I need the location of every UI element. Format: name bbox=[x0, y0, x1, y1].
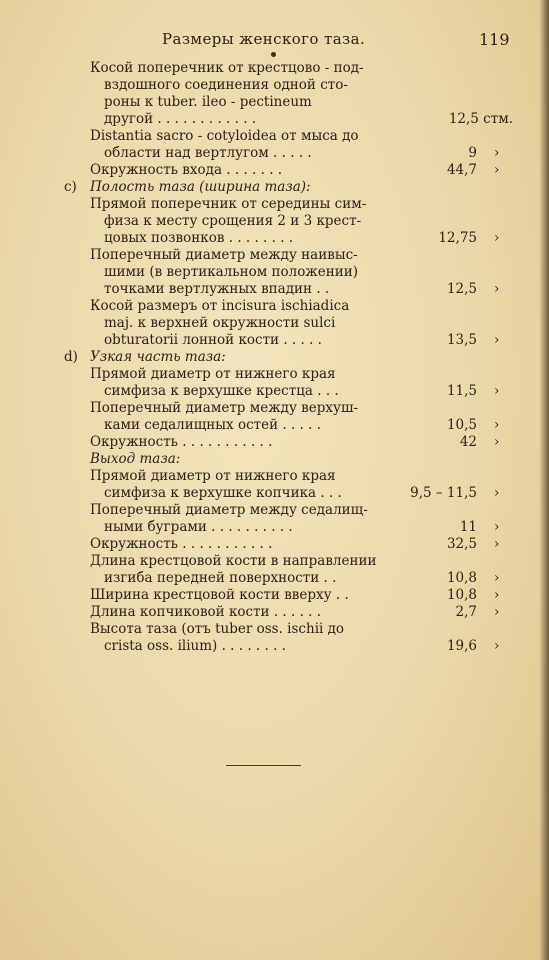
text-line bbox=[0, 451, 549, 468]
line-text: Прямой диаметр от нижнего края bbox=[90, 468, 336, 484]
line-text: изгиба передней поверхности . . bbox=[104, 570, 337, 586]
line-text: Окружность . . . . . . . . . . . bbox=[90, 536, 273, 552]
measurement-value: 12,5 стм. bbox=[448, 111, 513, 127]
text-line bbox=[0, 383, 549, 400]
line-text: ками седалищных остей . . . . . bbox=[104, 417, 322, 433]
ditto-mark: › bbox=[494, 485, 500, 501]
ditto-mark: › bbox=[494, 162, 500, 178]
line-text: Поперечный диаметр между верхуш- bbox=[90, 400, 359, 416]
measurement-value: 9 bbox=[468, 145, 477, 161]
line-text: точками вертлужных впадин . . bbox=[104, 281, 330, 297]
line-text: ными буграми . . . . . . . . . . bbox=[104, 519, 293, 535]
text-line bbox=[0, 111, 549, 128]
measurement-value: 2,7 bbox=[455, 604, 477, 620]
running-title: Размеры женского таза. bbox=[162, 30, 366, 48]
text-line bbox=[0, 638, 549, 655]
ditto-mark: › bbox=[494, 332, 500, 348]
ditto-mark: › bbox=[494, 417, 500, 433]
line-text: цовых позвонков . . . . . . . . bbox=[104, 230, 294, 246]
text-line bbox=[0, 604, 549, 621]
line-text: симфиза к верхушке крестца . . . bbox=[104, 383, 339, 399]
text-line bbox=[0, 281, 549, 298]
line-text: Прямой поперечник от середины сим- bbox=[90, 196, 367, 212]
measurement-value: 42 bbox=[459, 434, 477, 450]
ditto-mark: › bbox=[494, 145, 500, 161]
text-line bbox=[0, 519, 549, 536]
line-text: Высота таза (отъ tuber oss. ischii до bbox=[90, 621, 345, 637]
section-label: d) bbox=[64, 349, 78, 365]
text-line bbox=[0, 434, 549, 451]
page-header bbox=[0, 30, 549, 50]
text-line bbox=[0, 315, 549, 332]
line-text: obturatorii лонной кости . . . . . bbox=[104, 332, 322, 348]
text-line bbox=[0, 179, 549, 196]
ditto-mark: › bbox=[494, 434, 500, 450]
text-line bbox=[0, 230, 549, 247]
line-text: области над вертлугом . . . . . bbox=[104, 145, 312, 161]
text-line bbox=[0, 247, 549, 264]
line-text: Поперечный диаметр между седалищ- bbox=[90, 502, 368, 518]
page-number: 119 bbox=[479, 30, 510, 49]
text-line bbox=[0, 366, 549, 383]
ornament-dot bbox=[271, 52, 276, 57]
ditto-mark: › bbox=[494, 519, 500, 535]
ditto-mark: › bbox=[494, 281, 500, 297]
measurement-value: 19,6 bbox=[446, 638, 477, 654]
measurement-value: 10,5 bbox=[446, 417, 477, 433]
text-line bbox=[0, 145, 549, 162]
line-text: Узкая часть таза: bbox=[90, 349, 226, 365]
measurement-value: 9,5 – 11,5 bbox=[410, 485, 477, 501]
text-line bbox=[0, 553, 549, 570]
line-text: роны к tuber. ileo - pectineum bbox=[104, 94, 312, 110]
text-line bbox=[0, 570, 549, 587]
text-line bbox=[0, 196, 549, 213]
ditto-mark: › bbox=[494, 536, 500, 552]
line-text: Поперечный диаметр между наивыс- bbox=[90, 247, 358, 263]
measurement-value: 44,7 bbox=[446, 162, 477, 178]
end-rule bbox=[226, 765, 301, 766]
line-text: вздошного соединения одной сто- bbox=[104, 77, 348, 93]
measurement-value: 13,5 bbox=[446, 332, 477, 348]
text-line bbox=[0, 264, 549, 281]
section-label: c) bbox=[64, 179, 77, 195]
line-text: Длина крестцовой кости в направлении bbox=[90, 553, 377, 569]
line-text: физа к месту срощения 2 и 3 крест- bbox=[104, 213, 362, 229]
text-line bbox=[0, 162, 549, 179]
text-line bbox=[0, 400, 549, 417]
ditto-mark: › bbox=[494, 230, 500, 246]
measurement-value: 10,8 bbox=[446, 570, 477, 586]
line-text: Distantia sacro - cotyloidea от мыса до bbox=[90, 128, 359, 144]
ditto-mark: › bbox=[494, 638, 500, 654]
ditto-mark: › bbox=[494, 587, 500, 603]
text-line bbox=[0, 485, 549, 502]
line-text: maj. к верхней окружности sulci bbox=[104, 315, 336, 331]
line-text: Прямой диаметр от нижнего края bbox=[90, 366, 336, 382]
text-line bbox=[0, 349, 549, 366]
measurement-value: 12,75 bbox=[438, 230, 477, 246]
line-text: Полость таза (ширина таза): bbox=[90, 179, 311, 195]
text-line bbox=[0, 587, 549, 604]
text-line bbox=[0, 502, 549, 519]
ditto-mark: › bbox=[494, 570, 500, 586]
line-text: шими (в вертикальном положении) bbox=[104, 264, 359, 280]
line-text: Длина копчиковой кости . . . . . . bbox=[90, 604, 322, 620]
line-text: Окружность . . . . . . . . . . . bbox=[90, 434, 273, 450]
line-text: Окружность входа . . . . . . . bbox=[90, 162, 283, 178]
measurement-value: 10,8 bbox=[446, 587, 477, 603]
text-line bbox=[0, 468, 549, 485]
measurement-value: 12,5 bbox=[446, 281, 477, 297]
measurements-list bbox=[0, 60, 549, 655]
text-line bbox=[0, 417, 549, 434]
line-text: Косой размеръ от incisura ischiadica bbox=[90, 298, 350, 314]
line-text: Ширина крестцовой кости вверху . . bbox=[90, 587, 349, 603]
line-text: crista oss. ilium) . . . . . . . . bbox=[104, 638, 286, 654]
measurement-value: 32,5 bbox=[446, 536, 477, 552]
text-line bbox=[0, 332, 549, 349]
text-line bbox=[0, 213, 549, 230]
line-text: Выход таза: bbox=[90, 451, 181, 467]
text-line bbox=[0, 128, 549, 145]
text-line bbox=[0, 621, 549, 638]
line-text: другой . . . . . . . . . . . . bbox=[104, 111, 257, 127]
text-line bbox=[0, 94, 549, 111]
line-text: Косой поперечник от крестцово - под- bbox=[90, 60, 364, 76]
text-line bbox=[0, 298, 549, 315]
ditto-mark: › bbox=[494, 604, 500, 620]
measurement-value: 11 bbox=[459, 519, 477, 535]
text-line bbox=[0, 77, 549, 94]
ditto-mark: › bbox=[494, 383, 500, 399]
text-line bbox=[0, 536, 549, 553]
line-text: симфиза к верхушке копчика . . . bbox=[104, 485, 342, 501]
measurement-value: 11,5 bbox=[446, 383, 477, 399]
text-line bbox=[0, 60, 549, 77]
